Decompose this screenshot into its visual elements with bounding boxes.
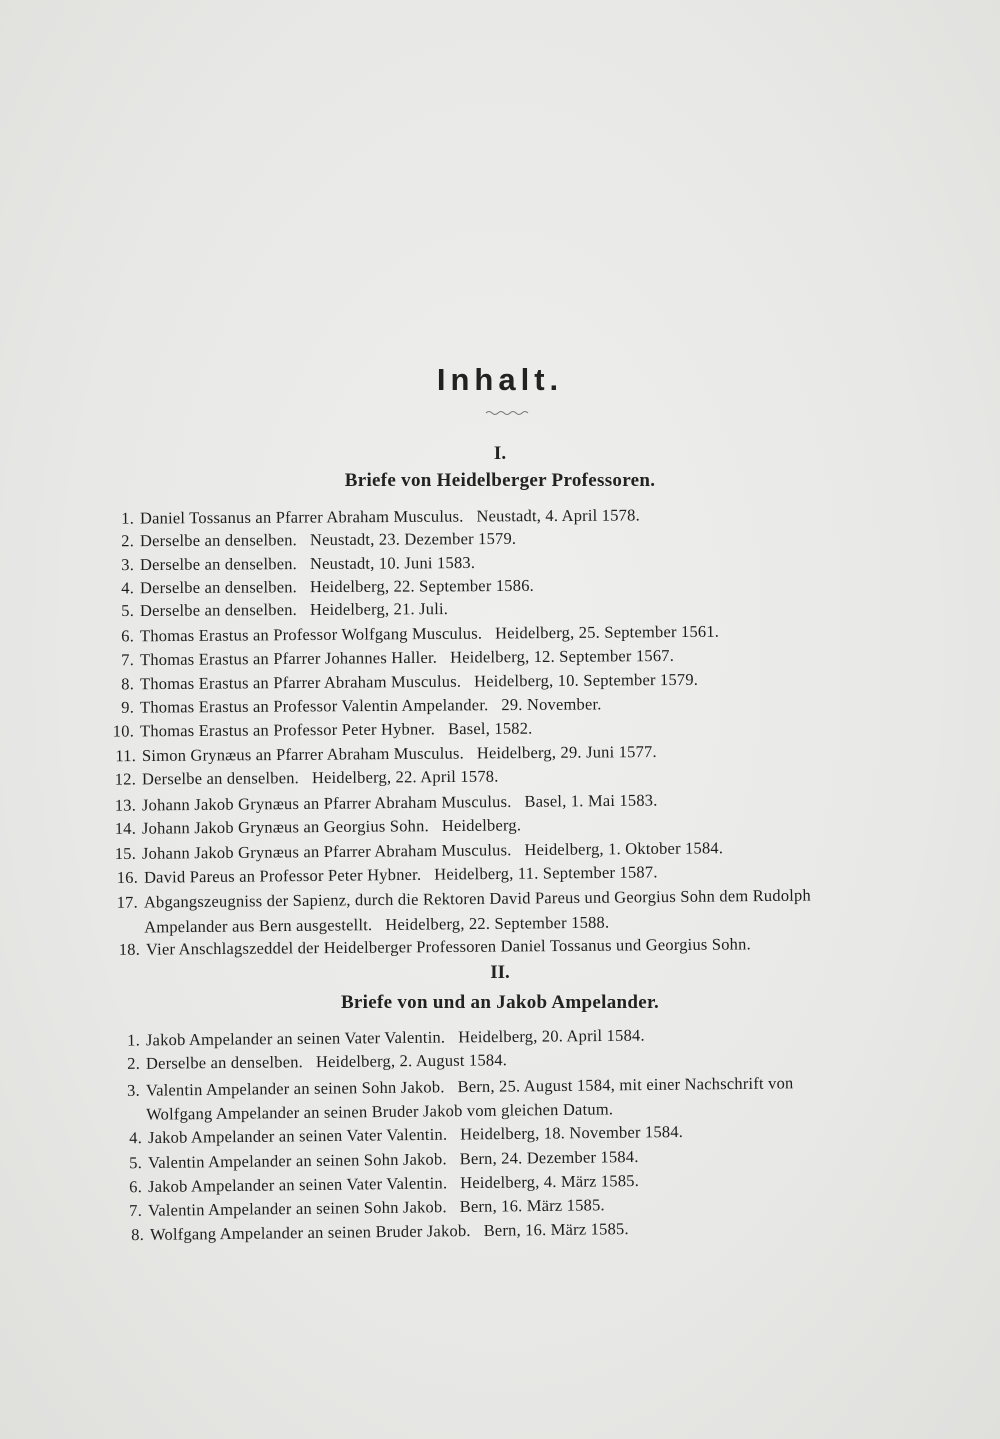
entry-number: 12.: [114, 769, 137, 789]
entry-text: Thomas Erastus an Professor Wolfgang Musculus. Heidelberg, 25. September 1561.: [139, 621, 720, 646]
entry-number: 5.: [129, 1153, 143, 1173]
entry-number: 1.: [121, 508, 135, 528]
entry-text: Derselbe an denselben. Heidelberg, 21. Juli.: [139, 599, 449, 620]
entry-number: 15.: [114, 843, 137, 864]
entry-text: Jakob Ampelander an seinen Vater Valentin. Heidelberg, 4. März 1585.: [147, 1171, 640, 1196]
list-item: [121, 575, 535, 598]
entry-number: 2.: [121, 531, 135, 551]
entry-text: Valentin Ampelander an seinen Sohn Jakob. Bern, 24. Dezember 1584.: [147, 1147, 639, 1172]
entry-number: 4.: [129, 1128, 143, 1148]
entry-number: 7.: [121, 650, 135, 670]
list-item: [116, 885, 811, 938]
entry-text: Derselbe an denselben. Heidelberg, 2. August 1584.: [145, 1050, 508, 1073]
entry-text: Wolfgang Ampelander an seinen Bruder Jakob. Bern, 16. März 1585.: [149, 1219, 629, 1244]
list-item: [121, 505, 640, 528]
entry-text: Johann Jakob Grynæus an Pfarrer Abraham Musculus. Basel, 1. Mai 1583.: [141, 790, 658, 815]
entry-number: 5.: [121, 600, 135, 621]
entry-number: 3.: [121, 555, 135, 575]
entry-number: 10.: [112, 721, 135, 741]
entry-text: Derselbe an denselben. Heidelberg, 22. April 1578.: [141, 766, 499, 789]
list-item: [129, 1121, 684, 1148]
entry-number: 1.: [127, 1030, 141, 1050]
list-item: [116, 862, 658, 887]
entry-text: Derselbe an denselben. Heidelberg, 22. September 1586.: [139, 575, 535, 598]
entry-text: Thomas Erastus an Pfarrer Johannes Haller. Heidelberg, 12. September 1567.: [139, 645, 675, 670]
list-item: [112, 718, 533, 742]
section-2-heading: Briefe von und an Jakob Ampelander.: [340, 992, 660, 1013]
list-item: [114, 790, 658, 816]
list-item: [126, 1073, 794, 1124]
list-item: [129, 1171, 640, 1197]
list-item: [131, 1219, 629, 1245]
entry-text-continuation: Ampelander aus Bern ausgestellt. Heidelberg, 22. September 1588.: [144, 912, 610, 937]
entry-number: 3.: [126, 1080, 140, 1100]
entry-text-continuation: Wolfgang Ampelander an seinen Bruder Jakob vom gleichen Datum.: [146, 1099, 614, 1124]
entry-number: 18.: [118, 939, 141, 959]
section-2-number: II.: [490, 962, 510, 983]
entry-text: Valentin Ampelander an seinen Sohn Jakob. Bern, 16. März 1585.: [147, 1195, 605, 1220]
entry-text: Johann Jakob Grynæus an Georgius Sohn. Heidelberg.: [141, 815, 522, 838]
entry-text: Valentin Ampelander an seinen Sohn Jakob. Bern, 25. August 1584, mit einer Nachschrift von: [145, 1073, 794, 1100]
title-flourish-ornament: [485, 409, 529, 417]
list-item: [121, 645, 675, 670]
list-item: [121, 621, 720, 647]
list-item: [118, 934, 751, 959]
list-item: [121, 669, 699, 694]
entry-text: Jakob Ampelander an seinen Vater Valentin. Heidelberg, 18. November 1584.: [147, 1121, 684, 1148]
entry-number: 17.: [116, 892, 138, 912]
entry-number: 14.: [114, 818, 137, 838]
entry-number: 6.: [129, 1177, 143, 1197]
list-item: [127, 1025, 645, 1051]
list-item: [121, 599, 449, 621]
list-item: [114, 838, 724, 864]
entry-number: 8.: [131, 1224, 145, 1245]
list-item: [129, 1195, 605, 1221]
section-1-number: I.: [493, 443, 507, 464]
entry-text: Johann Jakob Grynæus an Pfarrer Abraham Musculus. Heidelberg, 1. Oktober 1584.: [141, 838, 724, 863]
entry-text: Thomas Erastus an Professor Peter Hybner. Basel, 1582.: [139, 718, 533, 741]
section-1-heading: Briefe von Heidelberger Professoren.: [344, 470, 656, 491]
entry-number: 8.: [121, 674, 135, 694]
entry-text: David Pareus an Professor Peter Hybner. Heidelberg, 11. September 1587.: [143, 862, 658, 887]
entry-text: Simon Grynæus an Pfarrer Abraham Musculus. Heidelberg, 29. Juni 1577.: [141, 741, 657, 766]
list-item: [121, 694, 602, 717]
list-item: [121, 528, 517, 551]
entry-number: 13.: [114, 795, 137, 815]
entry-text: Thomas Erastus an Professor Valentin Ampelander. 29. November.: [139, 694, 602, 717]
entry-text: Derselbe an denselben. Neustadt, 23. Dezember 1579.: [139, 528, 517, 551]
entry-text: Derselbe an denselben. Neustadt, 10. Juni 1583.: [139, 552, 476, 575]
entry-number: 9.: [121, 697, 135, 717]
entry-number: 11.: [115, 746, 137, 766]
entry-number: 16.: [116, 867, 139, 887]
entry-text: Abgangszeugniss der Sapienz, durch die Rektoren David Pareus und Georgius Sohn dem Rudolph: [143, 885, 811, 912]
list-item: [129, 1147, 639, 1173]
entry-number: 2.: [127, 1053, 141, 1073]
entry-text: Vier Anschlagszeddel der Heidelberger Professoren Daniel Tossanus und Georgius Sohn.: [145, 934, 751, 959]
list-item: [114, 766, 499, 790]
entry-number: 4.: [121, 578, 135, 598]
entry-text: Thomas Erastus an Pfarrer Abraham Musculus. Heidelberg, 10. September 1579.: [139, 669, 699, 694]
list-item: [114, 815, 522, 838]
entry-text: Daniel Tossanus an Pfarrer Abraham Musculus. Neustadt, 4. April 1578.: [139, 505, 640, 528]
list-item: [121, 552, 476, 575]
entry-number: 6.: [121, 626, 135, 646]
list-item: [127, 1050, 508, 1073]
entry-text: Jakob Ampelander an seinen Vater Valentin. Heidelberg, 20. April 1584.: [145, 1025, 645, 1050]
page-title: Inhalt.: [436, 362, 564, 397]
entry-number: 7.: [129, 1200, 143, 1221]
list-item: [115, 741, 657, 766]
